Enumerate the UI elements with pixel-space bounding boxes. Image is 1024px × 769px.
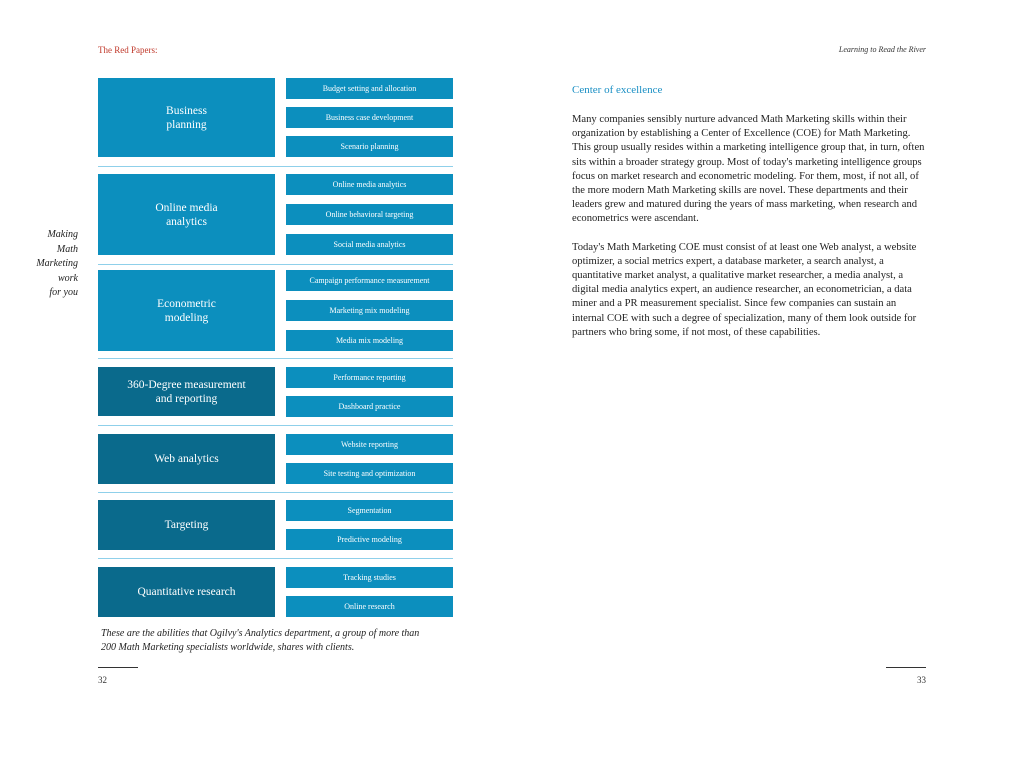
footer-rule-left [98,667,138,668]
section-divider [98,558,453,559]
category-label: Targeting [164,519,209,531]
category-label: 360-Degree measurement and reporting [127,378,246,405]
side-note-line: for you [49,287,78,298]
sub-capability: Dashboard practice [286,396,453,417]
sub-capability: Scenario planning [286,136,453,157]
sub-capability: Site testing and optimization [286,463,453,484]
capability-section-online-media [98,174,453,255]
capability-section-quantitative-research [98,567,453,617]
category-block [98,270,275,351]
sub-capability: Online media analytics [286,174,453,195]
figure-caption: These are the abilities that Ogilvy's Analytics department, a group of more than 200 Math Marketing specialists worldwide, shares with clients. [101,628,420,653]
side-note-line: work [58,272,78,284]
running-header-left: The Red Papers: [98,45,158,55]
sub-capability: Marketing mix modeling [286,300,453,321]
category-block [98,567,275,617]
section-heading: Center of excellence [572,84,663,96]
capability-section-360-degree [98,367,453,416]
category-label: Business planning [166,104,207,131]
category-label: Web analytics [154,453,219,465]
category-block [98,367,275,416]
sub-capability: Campaign performance measurement [286,270,453,291]
sub-capability: Segmentation [286,500,453,521]
footer-rule-right [886,667,926,668]
page-number-left: 32 [98,675,107,685]
side-note-line: Making [47,229,78,240]
category-block [98,78,275,157]
category-label: Online media analytics [155,201,218,228]
category-block [98,174,275,255]
sub-capability: Online behavioral targeting [286,204,453,225]
category-label: Econometric modeling [157,297,216,324]
sub-capability: Business case development [286,107,453,128]
sub-capability: Social media analytics [286,234,453,255]
right-column [572,84,928,354]
section-divider [98,166,453,167]
capability-section-targeting [98,500,453,550]
sub-capability: Website reporting [286,434,453,455]
category-label: Quantitative research [137,586,236,598]
sub-capability: Tracking studies [286,567,453,588]
sub-capability: Online research [286,596,453,617]
sub-capability: Predictive modeling [286,529,453,550]
section-divider [98,425,453,426]
running-header-right: Learning to Read the River [838,45,926,54]
capability-section-econometric [98,270,453,351]
sub-capability: Budget setting and allocation [286,78,453,99]
page-number-right: 33 [917,675,926,685]
capability-section-business-planning [98,78,453,157]
side-note [30,228,78,301]
section-divider [98,492,453,493]
category-block [98,500,275,550]
sub-capability: Performance reporting [286,367,453,388]
body-paragraph: Today's Math Marketing COE must consist of at least one Web analyst, a website optimizer, a social metrics expert, a database marketer, a search analyst, a quantitative market analyst, a qualitative market researcher, a media analyst, a digital media analytics expert, an audience researcher, an econometrician, a data miner and a PR measurement specialist. Since few companies can sustain an internal COE with such a degree of specialization, many of them look outside for partners who bring some, if not most, of these capabilities. [572,241,917,338]
section-divider [98,264,453,265]
section-divider [98,358,453,359]
category-block [98,434,275,484]
side-note-line: Math [56,243,78,255]
side-note-line: Marketing [36,258,78,269]
sub-capability: Media mix modeling [286,330,453,351]
body-paragraph: Many companies sensibly nurture advanced Math Marketing skills within their organization by establishing a Center of Excellence (COE) for Math Marketing. This group usually resides within a marketing intelligence group that, in turn, often sits within a broader strategy group. Most of today's marketing intelligence groups focus on market research and econometric modeling. For them, most, if not all, of the more modern Math Marketing skills are novel. These departments and their leaders grew and matured during the years of mass marketing, when research and econometrics were ascendant. [572,114,925,225]
capability-section-web-analytics [98,434,453,484]
